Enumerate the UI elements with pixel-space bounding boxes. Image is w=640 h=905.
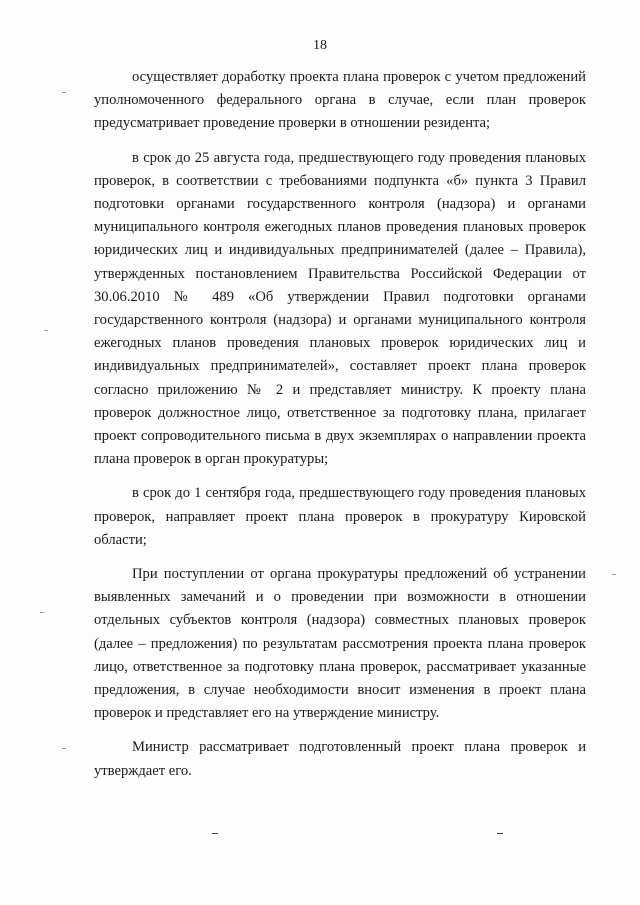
scan-artifact — [44, 330, 48, 331]
paragraph-prosecutor-proposals: При поступлении от органа прокуратуры предложений об устранении выявленных замечаний и о проведении при возможности в отношении отдельных субъектов контроля (надзора) совместных плановых проверок (далее – предложения) по результатам рассмотрения проекта плана проверок лицо, ответственное за подготовку плана проверок, рассматривает указанные предложения, в случае необходимости вносит изменения в проект плана проверок и представляет его на утверждение министру. — [94, 566, 586, 722]
trailing-dash-mark — [212, 833, 218, 834]
page-number: 18 — [313, 38, 327, 53]
scan-artifact — [40, 612, 44, 613]
trailing-dash-mark — [497, 833, 503, 834]
paragraph-revision: осуществляет доработку проекта плана проверок с учетом предложений уполномоченного федерального органа в случае, если план проверок предусматривает проведение проверки в отношении резидента; — [94, 69, 586, 132]
scan-artifact — [62, 92, 66, 93]
document-body — [94, 66, 586, 783]
paragraph-prosecutor-submission: в срок до 1 сентября года, предшествующего году проведения плановых проверок, направляет проект плана проверок в прокуратуру Кировской области; — [94, 485, 586, 548]
scan-artifact — [62, 748, 66, 749]
scan-artifact — [612, 574, 616, 575]
paragraph-minister-approval: Министр рассматривает подготовленный проект плана проверок и утверждает его. — [94, 739, 586, 779]
paragraph-draft-deadline: в срок до 25 августа года, предшествующего году проведения плановых проверок, в соответствии с требованиями подпункта «б» пункта 3 Правил подготовки органами государственного контроля (надзора) и органами муниципального контроля ежегодных планов проведения плановых проверок юридических лиц и индивидуальных предпринимателей (далее – Правила), утвержденных постановлением Правительства Российской Федерации от 30.06.2010 № 489 «Об утверждении Правил подготовки органами государственного контроля (надзора) и органами муниципального контроля ежегодных планов проведения плановых проверок юридических лиц и индивидуальных предпринимателей», составляет проект плана проверок согласно приложению № 2 и представляет министру. К проекту плана проверок должностное лицо, ответственное за подготовку плана, прилагает проект сопроводительного письма в двух экземплярах о направлении проекта плана проверок в орган прокуратуры; — [94, 149, 586, 468]
